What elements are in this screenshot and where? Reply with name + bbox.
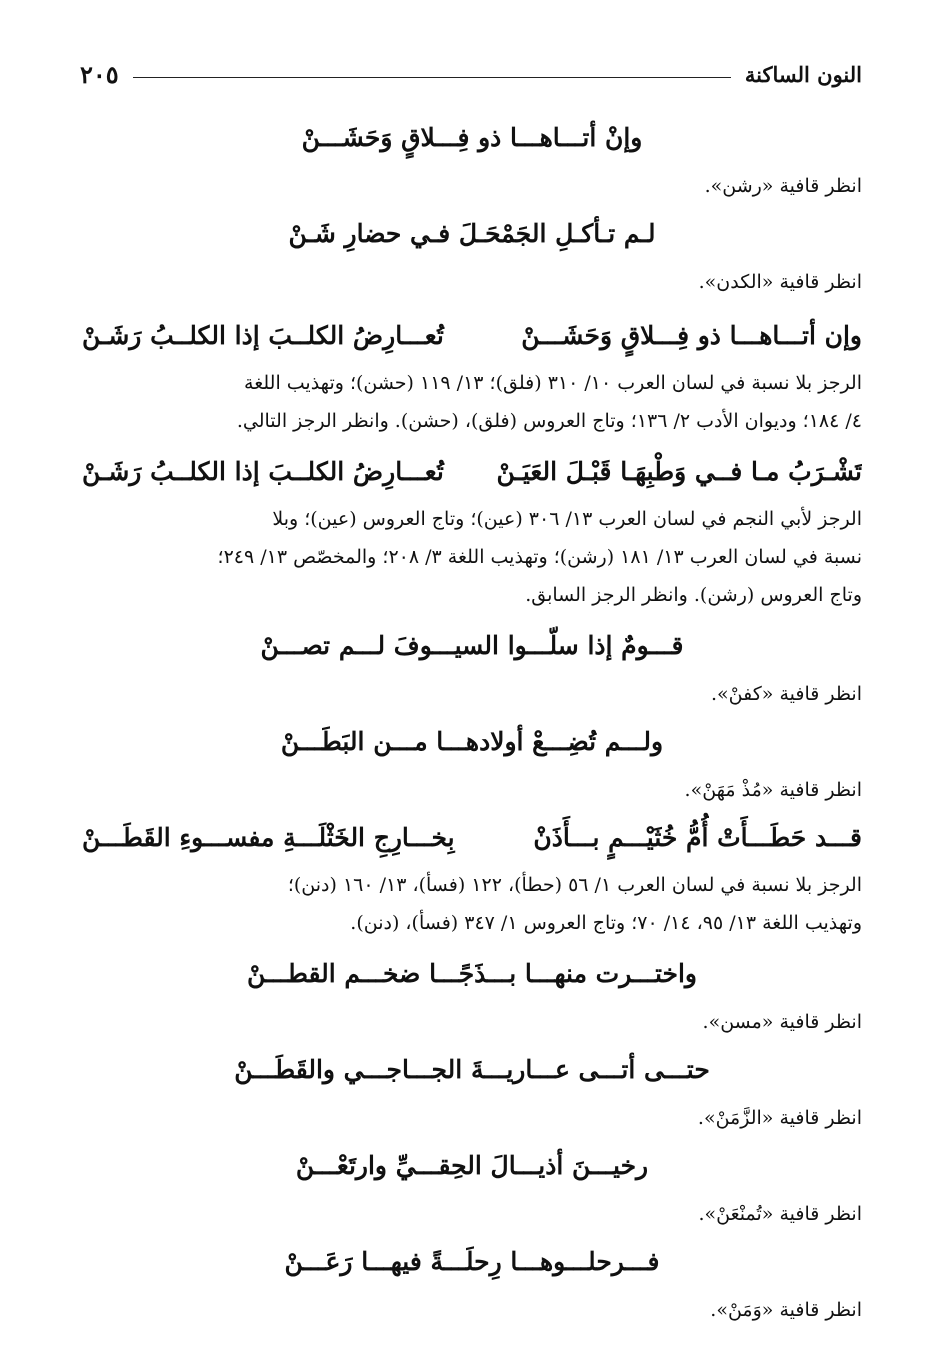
page-body bbox=[82, 110, 862, 1330]
note-line: الرجز بلا نسبة في لسان العرب ١٠/ ٣١٠ (فلق)؛ ١٣/ ١١٩ (حشن)؛ وتهذيب اللغة bbox=[244, 372, 862, 394]
verse-line: رخيـــنَ أذيـــالَ الحِقـــيِّ وارتَعْـــنْ bbox=[295, 1151, 649, 1180]
note-line: وتهذيب اللغة ١٣/ ٩٥، ١٤/ ٧٠؛ وتاج العروس ١/ ٣٤٧ (فسأ)، (دنن). bbox=[350, 912, 862, 934]
verse-line: فـــرحلـــوهـــا رِحلَـــةً فيهـــا رَعَـــنْ bbox=[284, 1247, 660, 1276]
verse-line: ولـــم تُضِـــعْ أولادهـــا مـــن البَطَـــنْ bbox=[280, 727, 664, 756]
note-line: نسبة في لسان العرب ١٣/ ١٨١ (رشن)؛ وتهذيب اللغة ٣/ ٢٠٨؛ والمخصّص ١٣/ ٢٤٩؛ bbox=[217, 546, 862, 568]
verse-line: حتـــى أتـــى عـــاريـــةَ الجـــاجـــي والقَطَـــنْ bbox=[234, 1055, 710, 1084]
hemistich-second: تُعـــارِضُ الكلــبَ إذا الكلــبُ رَشَـنْ bbox=[82, 321, 444, 350]
verse-couplet bbox=[82, 810, 862, 866]
verse-line: لـم تـأكـلِ الجَمْحَـلَ فـي حضارِ شَـنْ bbox=[288, 219, 656, 248]
hemistich-second: تُعـــارِضُ الكلــبَ إذا الكلــبُ رَشَـنْ bbox=[82, 457, 444, 486]
hemistich-first: وإن أتـــاهـــا ذو فِـــلاقٍ وَحَشَـــنْ bbox=[521, 321, 862, 350]
page-header bbox=[80, 56, 862, 92]
note-line: الرجز لأبي النجم في لسان العرب ١٣/ ٣٠٦ (عين)؛ وتاج العروس (عين)؛ وبلا bbox=[272, 508, 862, 530]
verse-line: قـــومٌ إذا سلّـــوا السيـــوفَ لـــم تصـــنْ bbox=[260, 631, 684, 660]
verse-line: واختـــرت منهـــا بـــذَجًـــا ضخـــم القطـــنْ bbox=[247, 959, 697, 988]
cross-reference: انظر قافية «تُمنْعَنْ». bbox=[698, 1203, 862, 1225]
cross-reference: انظر قافية «رشن». bbox=[704, 175, 862, 197]
hemistich-second: بِخـــارِجِ الخَثْلَـــةِ مفســـوءِ القَطَـــنْ bbox=[82, 823, 455, 852]
verse-couplet bbox=[82, 444, 862, 500]
cross-reference: انظر قافية «الزَّمَنْ». bbox=[697, 1107, 862, 1129]
cross-reference: انظر قافية «الكدن». bbox=[698, 271, 862, 293]
hemistich-first: تَشْـرَبُ مـا فــي وَطْبِهَـا قَبْـلَ العَيَـنْ bbox=[496, 457, 862, 486]
note-line: وتاج العروس (رشن). وانظر الرجز السابق. bbox=[525, 584, 862, 606]
cross-reference: انظر قافية «مُذْ مَهَنْ». bbox=[684, 779, 862, 801]
source-note bbox=[82, 364, 862, 440]
cross-reference: انظر قافية «كفنْ». bbox=[711, 683, 862, 705]
source-note bbox=[82, 866, 862, 942]
source-note bbox=[82, 500, 862, 614]
note-line: الرجز بلا نسبة في لسان العرب ١/ ٥٦ (حطأ)، ١٢٢ (فسأ)، ١٣/ ١٦٠ (دنن)؛ bbox=[287, 874, 862, 896]
note-line: ٤/ ١٨٤؛ وديوان الأدب ٢/ ١٣٦؛ وتاج العروس (فلق)، (حشن). وانظر الرجز التالي. bbox=[236, 410, 862, 432]
verse-line: وإنْ أتـــاهـــا ذو فِـــلاقٍ وَحَشَـــنْ bbox=[301, 123, 643, 152]
cross-reference: انظر قافية «مسن». bbox=[702, 1011, 862, 1033]
page-number: ٢٠٥ bbox=[80, 59, 119, 89]
hemistich-first: قـــد حَطَـــأَتْ أُمُّ خُثَيْـــمٍ بـــأَذَنْ bbox=[533, 823, 862, 852]
running-title: النون الساكنة bbox=[744, 61, 862, 87]
verse-couplet bbox=[82, 308, 862, 364]
header-rule bbox=[133, 77, 731, 78]
cross-reference: انظر قافية «وَمَنْ». bbox=[710, 1299, 862, 1321]
